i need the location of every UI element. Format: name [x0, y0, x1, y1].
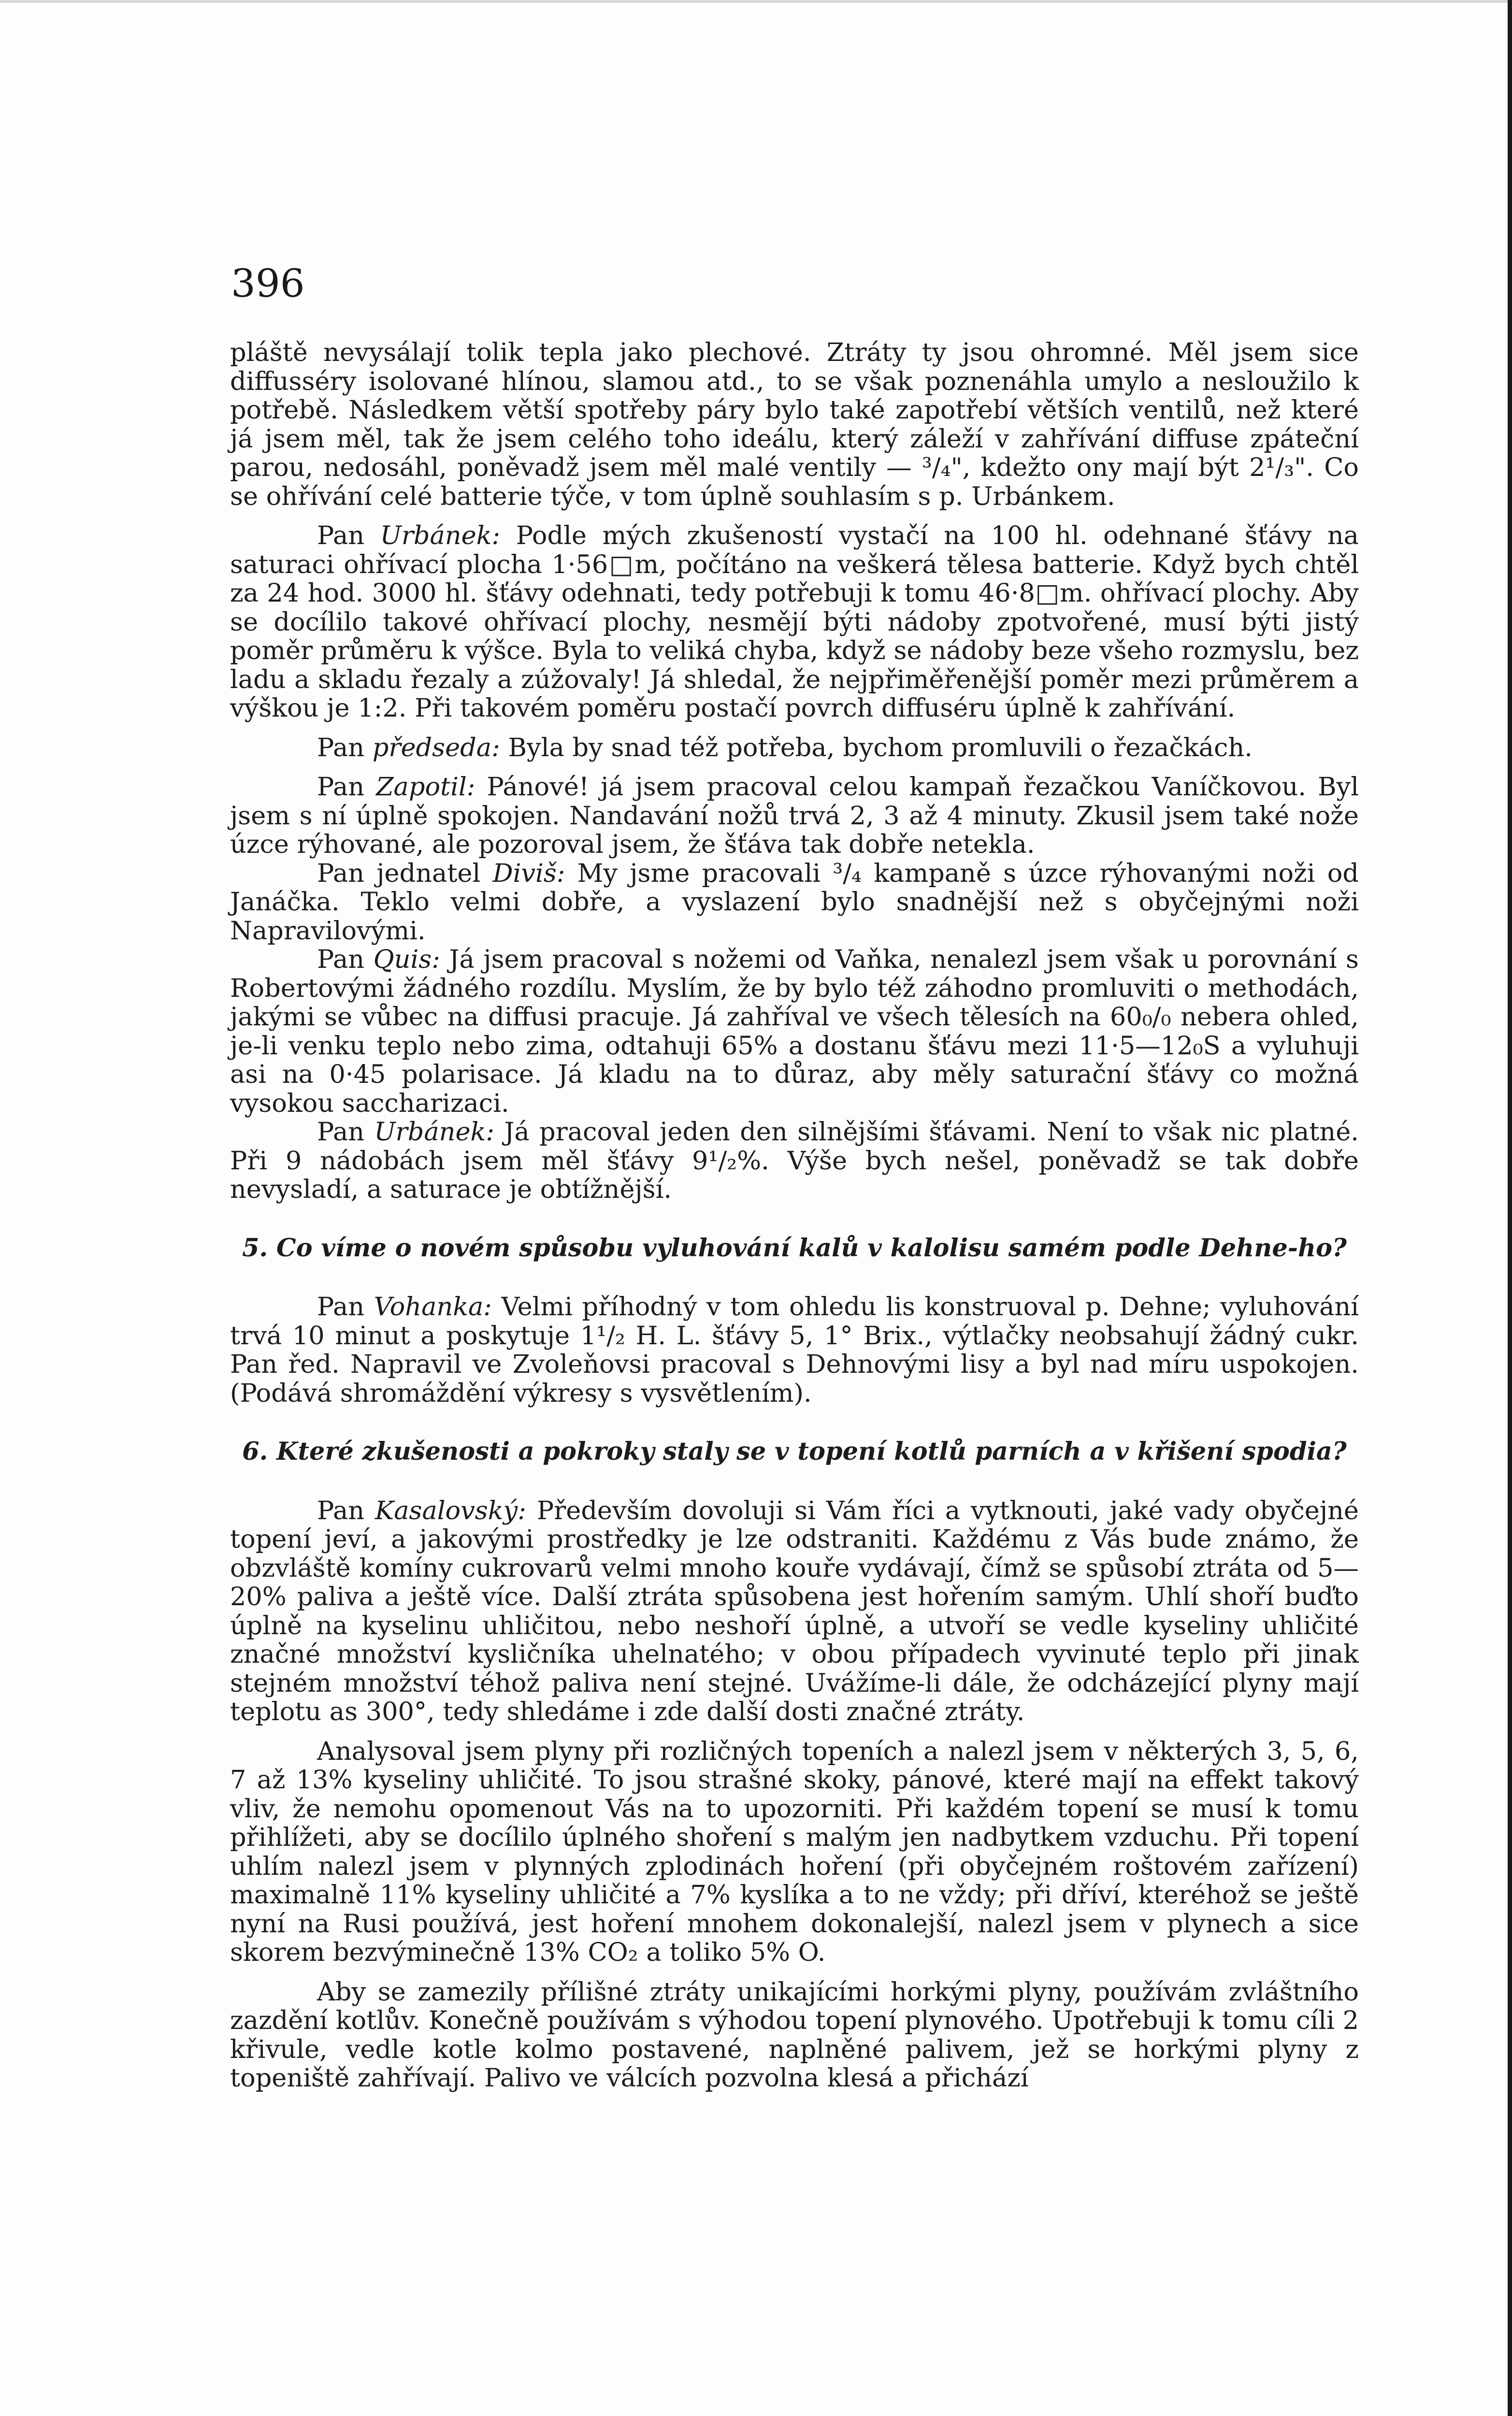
paragraph: Pan Quis: Já jsem pracoval s nožemi od Vaňka, nenalezl jsem však u porovnání s Robertovými žádného rozdílu. Myslím, že by bylo též záhodno promluviti o methodách, jakými se vůbec na diffusi pracuje. Já zahříval ve všech tělesích na 60₀/₀ nebera ohled, je-li venku teplo nebo zima, odtahuji 65% a dostanu šťávu mezi 11·5—12₀S a vyluhuji asi na 0·45 polarisace. Já kladu na to důraz, aby měly saturační šťávy co možná vysokou saccharizaci. — [230, 945, 1359, 1118]
speaker-name: Kasalovský: — [374, 1496, 526, 1525]
page-number: 396 — [231, 261, 305, 306]
speaker-name: Urbánek: — [374, 1117, 495, 1147]
paragraph: Pan předseda: Byla by snad též potřeba, bychom promluvili o řezačkách. — [317, 733, 1253, 762]
paragraph: Pan jednatel Diviš: My jsme pracovali ³/₄ kampaně s úzce rýhovanými noži od Janáčka. Teklo velmi dobře, a vyslazení bylo snadnější než s obyčejnými noži Napravilovými. — [230, 858, 1359, 946]
paragraph: Pan Urbánek: Podle mých zkušeností vystačí na 100 hl. odehnané šťávy na saturaci ohřívací plocha 1·56□m, počítáno na veškerá tělesa batterie. Když bych chtěl za 24 hod. 3000 hl. šťávy odehnati, tedy potřebuji k tomu 46·8□m. ohřívací plochy. Aby se docílilo takové ohřívací plochy, nesmějí býti nádoby zpotvořené, musí býti jistý poměr průměru k výšce. Byla to veliká chyba, když se nádoby beze všeho rozmyslu, bez ladu a skladu řezaly a zúžovaly! Já shledal, že nejpřiměřenější poměr mezi průměrem a výškou je 1:2. Při takovém poměru postačí povrch diffuséru úplně k zahřívání. — [230, 521, 1359, 723]
speaker-name: předseda: — [372, 733, 500, 762]
paragraph: Pan Zapotil: Pánové! já jsem pracoval celou kampaň řezačkou Vaníčkovou. Byl jsem s ní úplně spokojen. Nandavání nožů trvá 2, 3 až 4 minuty. Zkusil jsem také nože úzce rýhované, ale pozoroval jsem, že šťáva tak dobře netekla. — [230, 772, 1359, 859]
speaker-name: Urbánek: — [380, 521, 501, 550]
paragraph: Pan Vohanka: Velmi příhodný v tom ohledu lis konstruoval p. Dehne; vyluhování trvá 10 minut a poskytuje 1¹/₂ H. L. šťávy 5, 1° Brix., výtlačky neobsahují žádný cukr. Pan řed. Napravil ve Zvoleňovsi pracoval s Dehnovými lisy a byl nad míru uspokojen. (Podává shromáždění výkresy s vysvětlením). — [230, 1292, 1359, 1408]
paragraph: Pan Kasalovský: Především dovoluji si Vám říci a vytknouti, jaké vady obyčejné topení jeví, a jakovými prostředky je lze odstraniti. Každému z Vás bude známo, že obzvláště komíny cukrovarů velmi mnoho kouře vydávají, čímž se spůsobí ztráta od 5—20% paliva a ještě více. Další ztráta spůsobena jest hořením samým. Uhlí shoří buďto úplně na kyselinu uhličitou, nebo neshoří úplně, a utvoří se vedle kyseliny uhličité značné množství kysličníka uhelnatého; v obou případech vyvinuté teplo při jinak stejném množství téhož paliva není stejné. Uvážíme-li dále, že odcházející plyny mají teplotu as 300°, tedy shledáme i zde další dosti značné ztráty. — [230, 1496, 1359, 1726]
speaker-name: Diviš: — [492, 858, 565, 888]
scan-top-edge — [0, 0, 1512, 3]
speaker-name: Zapotil: — [376, 772, 475, 802]
section-heading: 5. Co víme o novém spůsobu vyluhování kalů v kalolisu samém podle Dehne-ho? — [242, 1233, 1347, 1263]
speaker-name: Vohanka: — [374, 1292, 492, 1322]
section-heading: 6. Které zkušenosti a pokroky staly se v topení kotlů parních a v křišení spodia? — [242, 1437, 1347, 1466]
paragraph: Aby se zamezily přílišné ztráty unikajícími horkými plyny, používám zvláštního zazdění kotlův. Konečně používám s výhodou topení plynového. Upotřebuji k tomu cíli 2 křivule, vedle kotle kolmo postavené, naplněné palivem, jež se horkými plyny z topeniště zahřívají. Palivo ve válcích pozvolna klesá a přichází — [230, 1977, 1359, 2093]
paragraph: Analysoval jsem plyny při rozličných topeních a nalezl jsem v některých 3, 5, 6, 7 až 13% kyseliny uhličité. To jsou strašné skoky, pánové, které mají na effekt takový vliv, že nemohu opomenout Vás na to upozorniti. Při každém topení se musí k tomu přihlížeti, aby se docílilo úplného shoření s malým jen nadbytkem vzduchu. Při topení uhlím nalezl jsem v plynných zplodinách hoření (při obyčejném roštovém zařízení) maximalně 11% kyseliny uhličité a 7% kyslíka a to ne vždy; při dříví, kteréhož se ještě nyní na Rusi používá, jest hoření mnohem dokonalejší, nalezl jsem v plynech a sice skorem bezvýminečně 13% CO₂ a toliko 5% O. — [230, 1736, 1359, 1967]
paragraph: pláště nevysálají tolik tepla jako plechové. Ztráty ty jsou ohromné. Měl jsem sice diffusséry isolované hlínou, slamou atd., to se však poznenáhla umylo a nesloužilo k potřebě. Následkem větší spotřeby páry bylo také zapotřebí větších ventilů, než které já jsem měl, tak že jsem celého toho ideálu, který záleží v zahřívání diffuse zpáteční parou, nedosáhl, poněvadž jsem měl malé ventily — ³/₄", kdežto ony mají být 2¹/₃". Co se ohřívání celé batterie týče, v tom úplně souhlasím s p. Urbánkem. — [230, 338, 1359, 511]
paragraph: Pan Urbánek: Já pracoval jeden den silnějšími šťávami. Není to však nic platné. Při 9 nádobách jsem měl šťávy 9¹/₂%. Výše bych nešel, poněvadž se tak dobře nevysladí, a saturace je obtížnější. — [230, 1117, 1359, 1204]
scan-right-edge — [1508, 0, 1512, 2416]
speaker-name: Quis: — [373, 945, 440, 974]
body-text — [230, 338, 1359, 2093]
